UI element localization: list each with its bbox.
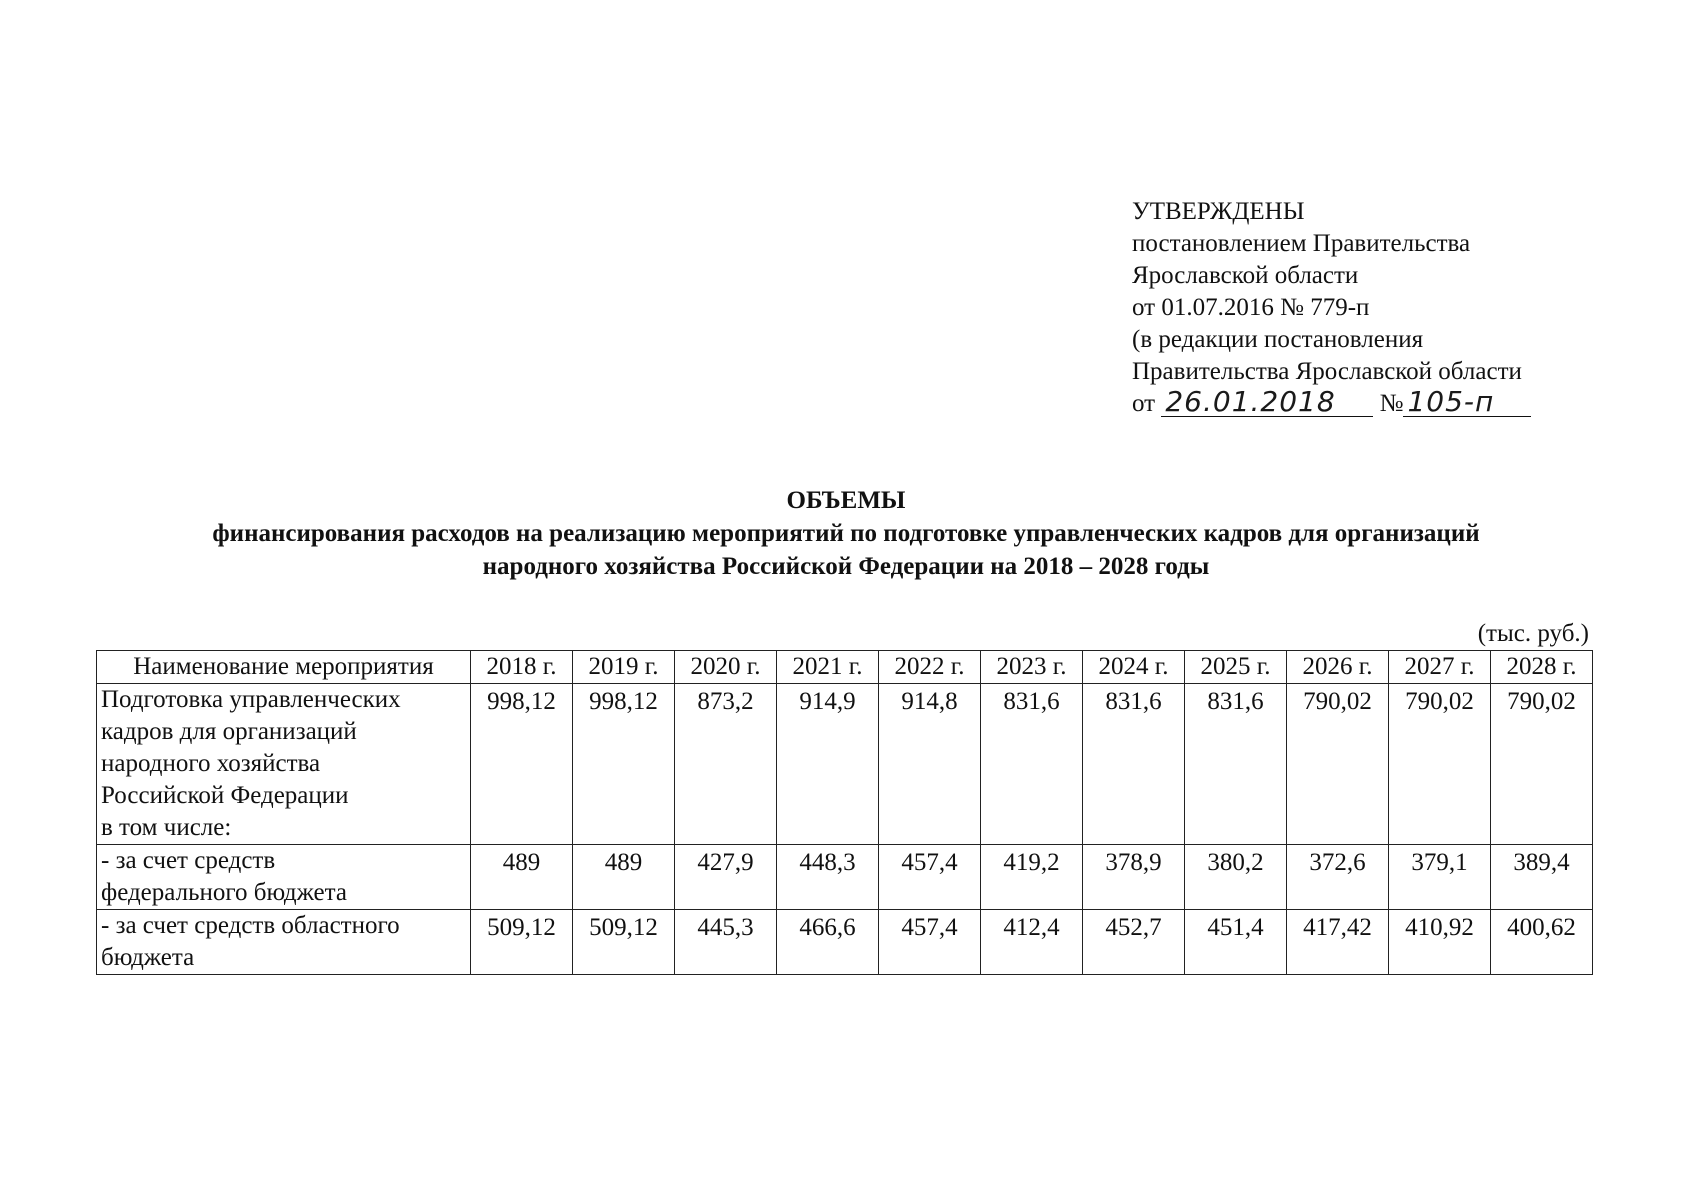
document-subtitle-line-1: финансирования расходов на реализацию мероприятий по подготовке управленческих кадров для организаций (212, 520, 1480, 547)
column-header: 2022 г. (879, 651, 981, 684)
approval-date-line (1132, 385, 1531, 420)
row-name-line: бюджета (101, 944, 195, 971)
value-cell: 451,4 (1185, 910, 1287, 975)
value-cell: 427,9 (675, 845, 777, 910)
row-name-line: - за счет средств областного (101, 912, 400, 939)
value-cell: 790,02 (1287, 684, 1389, 845)
value-cell: 419,2 (981, 845, 1083, 910)
handwritten-number: 105-п (1403, 388, 1531, 417)
value-cell: 448,3 (777, 845, 879, 910)
row-name-cell (97, 684, 471, 845)
value-cell: 400,62 (1491, 910, 1593, 975)
approval-line: (в редакции постановления (1132, 326, 1424, 353)
value-cell: 410,92 (1389, 910, 1491, 975)
document-subtitle-line-2: народного хозяйства Российской Федерации на 2018 – 2028 годы (482, 553, 1210, 580)
table-row (97, 684, 1593, 845)
value-cell: 509,12 (471, 910, 573, 975)
column-header: 2024 г. (1083, 651, 1185, 684)
number-prefix: № (1379, 390, 1404, 417)
value-cell: 489 (573, 845, 675, 910)
column-header: 2020 г. (675, 651, 777, 684)
approval-line: Правительства Ярославской области (1132, 358, 1522, 385)
row-name-line: народного хозяйства (101, 750, 321, 777)
value-cell: 379,1 (1389, 845, 1491, 910)
value-cell: 452,7 (1083, 910, 1185, 975)
approval-line: от 01.07.2016 № 779-п (1132, 294, 1370, 321)
value-cell: 509,12 (573, 910, 675, 975)
row-name-line: Подготовка управленческих (101, 686, 401, 713)
approval-stamp-block (1132, 196, 1531, 420)
value-cell: 457,4 (879, 845, 981, 910)
value-cell: 412,4 (981, 910, 1083, 975)
value-cell: 998,12 (471, 684, 573, 845)
financing-table (96, 650, 1593, 975)
table-row (97, 910, 1593, 975)
table-header-row (97, 651, 1593, 684)
approval-line: УТВЕРЖДЕНЫ (1132, 198, 1305, 225)
handwritten-date: 26.01.2018 (1161, 388, 1373, 417)
table-row (97, 845, 1593, 910)
column-header: Наименование мероприятия (97, 651, 471, 684)
row-name-line: федерального бюджета (101, 879, 347, 906)
value-cell: 998,12 (573, 684, 675, 845)
value-cell: 914,9 (777, 684, 879, 845)
approval-line: Ярославской области (1132, 262, 1359, 289)
value-cell: 372,6 (1287, 845, 1389, 910)
value-cell: 417,42 (1287, 910, 1389, 975)
row-name-cell (97, 845, 471, 910)
column-header: 2023 г. (981, 651, 1083, 684)
value-cell: 378,9 (1083, 845, 1185, 910)
row-name-line: в том числе: (101, 814, 232, 841)
approval-line: постановлением Правительства (1132, 230, 1471, 257)
value-cell: 831,6 (981, 684, 1083, 845)
value-cell: 790,02 (1389, 684, 1491, 845)
value-cell: 873,2 (675, 684, 777, 845)
row-name-line: кадров для организаций (101, 718, 357, 745)
units-label: (тыс. руб.) (1477, 620, 1589, 647)
column-header: 2019 г. (573, 651, 675, 684)
column-header: 2025 г. (1185, 651, 1287, 684)
column-header: 2027 г. (1389, 651, 1491, 684)
document-heading (96, 484, 1596, 583)
value-cell: 466,6 (777, 910, 879, 975)
value-cell: 389,4 (1491, 845, 1593, 910)
value-cell: 380,2 (1185, 845, 1287, 910)
column-header: 2021 г. (777, 651, 879, 684)
date-prefix: от (1132, 390, 1156, 417)
value-cell: 831,6 (1185, 684, 1287, 845)
row-name-cell (97, 910, 471, 975)
column-header: 2028 г. (1491, 651, 1593, 684)
value-cell: 445,3 (675, 910, 777, 975)
value-cell: 457,4 (879, 910, 981, 975)
value-cell: 790,02 (1491, 684, 1593, 845)
column-header: 2026 г. (1287, 651, 1389, 684)
value-cell: 489 (471, 845, 573, 910)
value-cell: 914,8 (879, 684, 981, 845)
value-cell: 831,6 (1083, 684, 1185, 845)
column-header: 2018 г. (471, 651, 573, 684)
document-title: ОБЪЕМЫ (786, 487, 906, 514)
row-name-line: - за счет средств (101, 847, 276, 874)
row-name-line: Российской Федерации (101, 782, 349, 809)
